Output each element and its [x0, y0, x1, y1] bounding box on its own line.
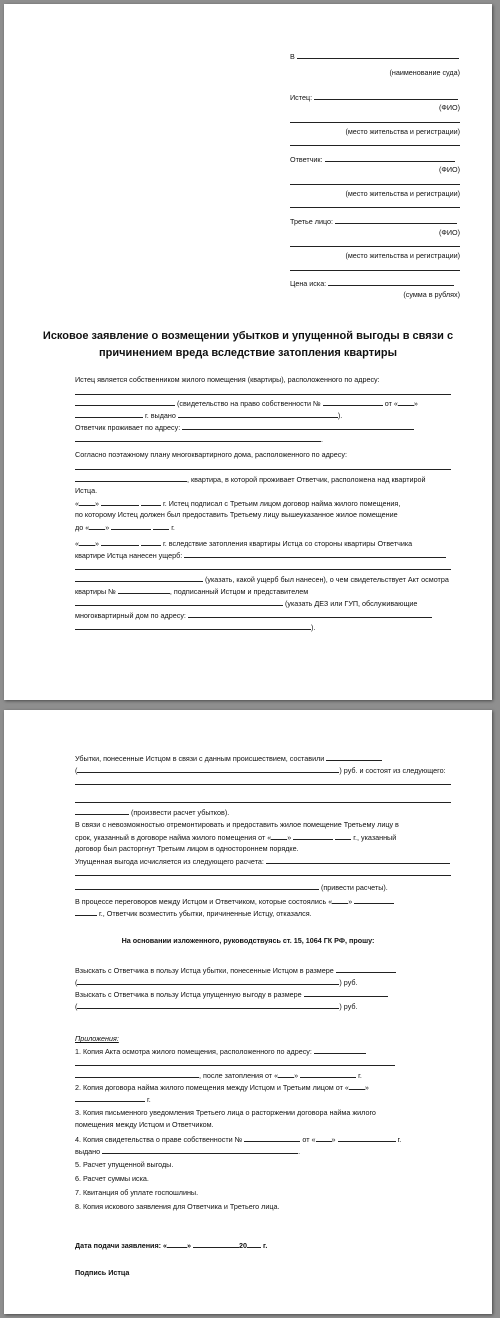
p2-line-8: Упущенная выгода исчисляется из следующего расчета:	[75, 856, 450, 866]
third-party-fio-hint: (ФИО)	[438, 228, 460, 237]
body-line-8: Истца.	[75, 486, 98, 495]
body-blank-line	[75, 462, 451, 472]
attachment-2-cont: г.	[75, 1094, 151, 1104]
body-line-4: Ответчик проживает по адресу:	[75, 422, 414, 432]
claim-price-line: Цена иска:	[290, 278, 454, 288]
body-line-6: Согласно поэтажному плану многоквартирного дома, расположенного по адресу:	[75, 450, 347, 459]
plaintiff-line: Истец:	[290, 92, 458, 102]
attachment-4-cont: выдано .	[75, 1147, 301, 1156]
attachment-7: 7. Квитанция об уплате госпошлины.	[75, 1188, 199, 1197]
document-title-line-1: Исковое заявление о возмещении убытков и упущенной выгоды в связи с	[42, 330, 454, 342]
request-line-4: ( ) руб.	[75, 1002, 358, 1011]
third-party-address-line	[290, 239, 460, 249]
body-line-7: , квартира, в которой проживает Ответчик, расположена над квартирой	[75, 474, 426, 484]
body-line-11: до « » г.	[75, 523, 175, 532]
request-basis-heading: На основании изложенного, руководствуясь ст. 15, 1064 ГК РФ, прошу:	[121, 936, 375, 945]
plaintiff-address-line	[290, 115, 460, 125]
attachments-heading: Приложения:	[75, 1034, 119, 1043]
body-line-9: « » г. Истец подписал с Третьим лицом договор найма жилого помещения,	[75, 499, 401, 508]
body-line-13: квартире Истца нанесен ущерб:	[75, 550, 446, 560]
attachment-5: 5. Расчет упущенной выгоды.	[75, 1160, 174, 1169]
p2-line-4: (произвести расчет убытков).	[75, 807, 229, 817]
body-line-19: ).	[75, 622, 315, 632]
defendant-line: Ответчик:	[290, 154, 455, 164]
document-title-line-2: причинением вреда вследствие затопления квартиры	[99, 347, 397, 359]
attachment-3-cont: помещения между Истцом и Ответчиком.	[75, 1120, 214, 1129]
request-line-2: ( ) руб.	[75, 978, 358, 987]
court-line: В	[290, 51, 459, 61]
body-line-3: г. выдано ).	[75, 410, 342, 420]
body-line-16: квартиры № , подписанный Истцом и представителем	[75, 587, 309, 596]
body-line-2: (свидетельство на право собственности № от « »	[75, 398, 418, 408]
body-line-12: « » г. вследствие затопления квартиры Истца со стороны квартиры Ответчика	[75, 539, 413, 548]
defendant-address-line-2	[290, 200, 460, 210]
defendant-address-line	[290, 177, 460, 187]
attachment-1-blank	[75, 1058, 395, 1068]
defendant-residence-hint: (место жительства и регистрации)	[345, 189, 460, 198]
p2-line-5: В связи с невозможностью отремонтировать и предоставить жилое помещение Третьему лицу в	[75, 820, 399, 829]
third-party-residence-hint: (место жительства и регистрации)	[345, 251, 460, 260]
request-line-1: Взыскать с Ответчика в пользу Истца убытки, понесенные Истцом в размере	[75, 965, 396, 975]
body-line-1: Истец является собственником жилого помещения (квартиры), расположенного по адресу:	[75, 375, 380, 384]
filing-date-line: Дата подачи заявления: « » 20 г.	[75, 1241, 268, 1250]
attachment-4: 4. Копия свидетельства о праве собственности № от « » г.	[75, 1135, 402, 1144]
plaintiff-address-line-2	[290, 138, 460, 148]
p2-blank-line	[75, 777, 451, 787]
attachment-8: 8. Копия искового заявления для Ответчика и Третьего лица.	[75, 1202, 280, 1211]
p2-line-2: ( ) руб. и состоят из следующего:	[75, 766, 446, 775]
attachment-1: 1. Копия Акта осмотра жилого помещения, расположенного по адресу:	[75, 1046, 366, 1056]
plaintiff-signature-label: Подпись Истца	[75, 1268, 130, 1277]
attachment-3: 3. Копия письменного уведомления Третьего лица о расторжении договора найма жилого	[75, 1108, 376, 1117]
plaintiff-residence-hint: (место жительства и регистрации)	[345, 127, 460, 136]
body-line-5: .	[75, 434, 323, 444]
attachment-6: 6. Расчет суммы иска.	[75, 1174, 149, 1183]
court-hint: (наименование суда)	[389, 68, 460, 77]
document-page-2	[4, 710, 492, 1314]
p2-line-7: договор был расторгнут Третьим лицом в одностороннем порядке.	[75, 844, 299, 853]
p2-blank-line	[75, 795, 451, 805]
p2-line-10: (привести расчеты).	[75, 882, 388, 892]
attachment-1-cont: , после затопления от « » г.	[75, 1070, 362, 1080]
body-line-18: многоквартирный дом по адресу:	[75, 610, 432, 620]
defendant-fio-hint: (ФИО)	[438, 165, 460, 174]
p2-line-11: В процессе переговоров между Истцом и Ответчиком, которые состоялись « »	[75, 896, 394, 906]
p2-line-12: г., Ответчик возместить убытки, причиненные Истцу, отказался.	[75, 908, 312, 918]
body-blank-line	[75, 387, 451, 397]
third-party-line: Третье лицо:	[290, 216, 457, 226]
body-line-15: (указать, какой ущерб был нанесен), о чем свидетельствует Акт осмотра	[75, 574, 449, 584]
third-party-address-line-2	[290, 263, 460, 273]
p2-line-1: Убытки, понесенные Истцом в связи с данным происшествием, составили	[75, 753, 382, 763]
plaintiff-fio-hint: (ФИО)	[438, 103, 460, 112]
body-line-10: по которому Истец должен был предоставить Третьему лицу вышеуказанное жилое помещение	[75, 510, 398, 519]
body-line-17: (указать ДЕЗ или ГУП, обслуживающие	[75, 598, 417, 608]
request-line-3: Взыскать с Ответчика в пользу Истца упущенную выгоду в размере	[75, 989, 388, 999]
p2-line-6: срок, указанный в договоре найма жилого помещения от « » г., указанный	[75, 833, 397, 842]
document-page-1	[4, 4, 492, 700]
p2-blank-line	[75, 868, 451, 878]
body-blank-line	[75, 562, 451, 572]
attachment-2: 2. Копия договора найма жилого помещения между Истцом и Третьим лицом от « »	[75, 1083, 369, 1092]
claim-price-hint: (сумма в рублях)	[403, 290, 460, 299]
